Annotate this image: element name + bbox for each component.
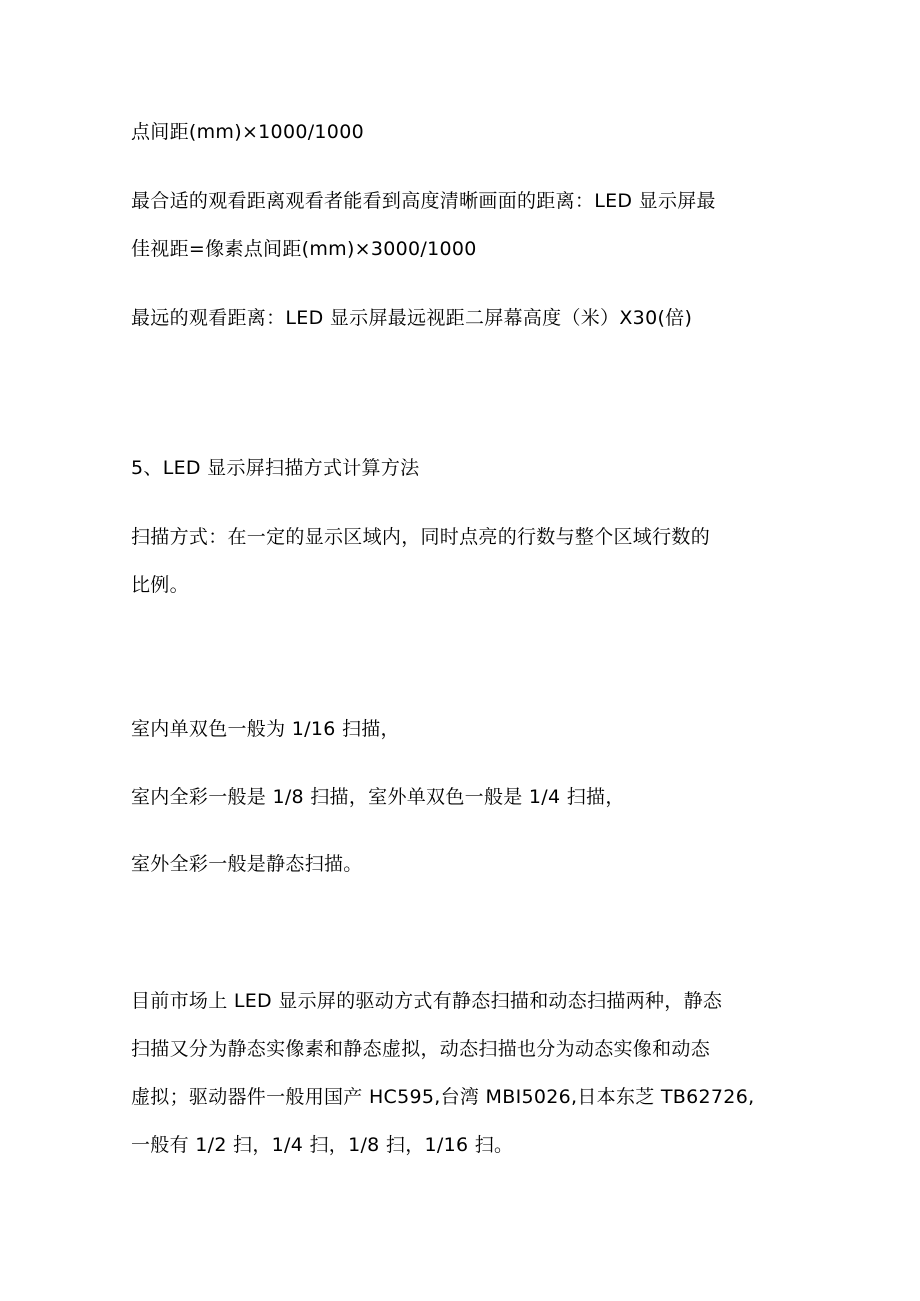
text-line: 比例。 xyxy=(131,574,189,596)
text-line: 最远的观看距离：LED 显示屏最远视距二屏幕高度（米）X30(倍) xyxy=(131,307,693,329)
text-line: 目前市场上 LED 显示屏的驱动方式有静态扫描和动态扫描两种，静态 xyxy=(131,990,723,1012)
text-line: 佳视距=像素点间距(mm)×3000/1000 xyxy=(131,238,477,260)
text-line: 扫描方式：在一定的显示区域内，同时点亮的行数与整个区域行数的 xyxy=(131,526,711,548)
text-line: 虚拟；驱动器件一般用国产 HC595,台湾 MBI5026,日本东芝 TB62726, xyxy=(131,1086,755,1108)
text-line: 最合适的观看距离观看者能看到高度清晰画面的距离：LED 显示屏最 xyxy=(131,190,716,212)
text-line: 扫描又分为静态实像素和静态虚拟，动态扫描也分为动态实像和动态 xyxy=(131,1038,711,1060)
text-line: 点间距(mm)×1000/1000 xyxy=(131,121,364,143)
section-heading: 5、LED 显示屏扫描方式计算方法 xyxy=(131,457,420,479)
text-line: 一般有 1/2 扫，1/4 扫，1/8 扫，1/16 扫。 xyxy=(131,1134,514,1156)
text-line: 室内全彩一般是 1/8 扫描，室外单双色一般是 1/4 扫描， xyxy=(131,786,625,808)
text-line: 室内单双色一般为 1/16 扫描， xyxy=(131,718,400,740)
text-line: 室外全彩一般是静态扫描。 xyxy=(131,853,363,875)
